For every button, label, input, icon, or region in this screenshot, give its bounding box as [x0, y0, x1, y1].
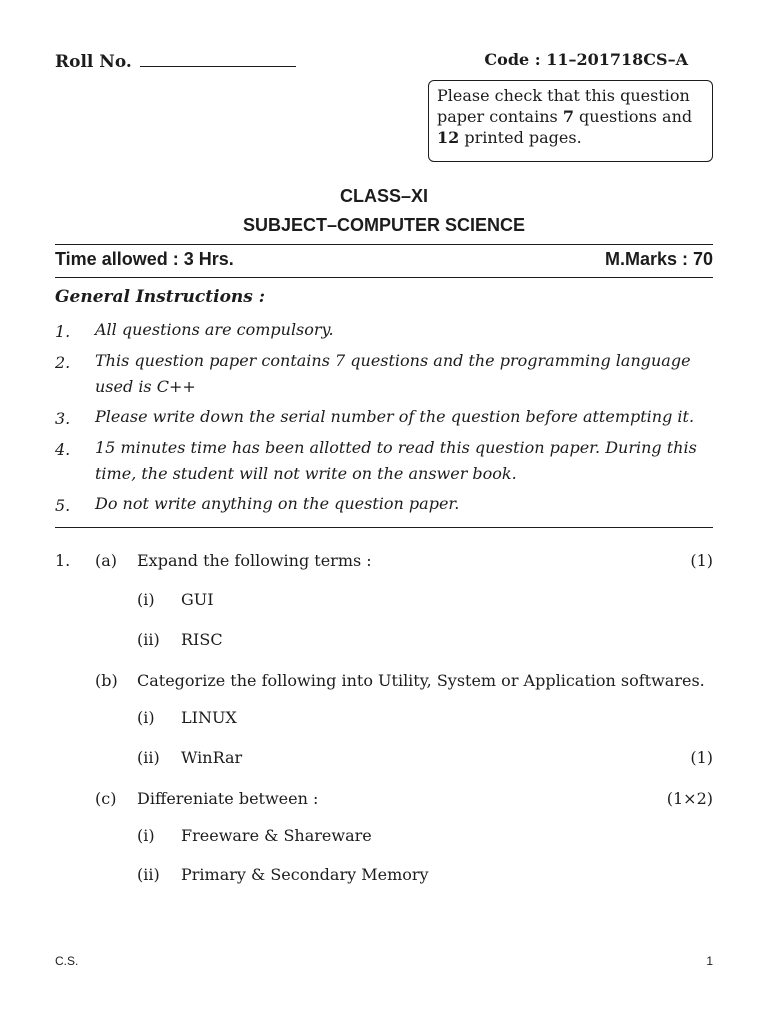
- max-marks: M.Marks : 70: [604, 249, 713, 269]
- part-text: Categorize the following into Utility, System or Application softwares.: [137, 671, 705, 690]
- divider: [55, 277, 713, 278]
- part-label: (c): [95, 789, 117, 808]
- instruction-number: 4.: [55, 440, 71, 459]
- page-count: 12: [437, 128, 460, 147]
- question-count: 7: [562, 107, 574, 126]
- instructions-heading: General Instructions :: [55, 287, 266, 307]
- class-title: CLASS–XI: [339, 186, 429, 206]
- instruction-text: Please write down the serial number of the question before attempting it.: [95, 407, 695, 426]
- paper-code: Code : 11–201718CS–A: [484, 50, 688, 69]
- roll-number-blank: [140, 52, 296, 67]
- instruction-number: 5.: [55, 496, 71, 515]
- part-label: (a): [95, 551, 118, 570]
- roll-number-label: Roll No.: [55, 52, 296, 72]
- subject-title: SUBJECT–COMPUTER SCIENCE: [242, 215, 526, 235]
- time-allowed: Time allowed : 3 Hrs.: [55, 249, 234, 269]
- instruction-text: This question paper contains 7 questions and the programming language used is C++: [95, 351, 691, 396]
- part-marks: (1): [690, 748, 713, 767]
- part-text: Expand the following terms :: [137, 551, 372, 570]
- sub-item-text: WinRar: [181, 748, 243, 767]
- instruction-text: Do not write anything on the question paper.: [95, 494, 460, 513]
- sub-item-label: (i): [137, 708, 155, 727]
- sub-item-label: (i): [137, 590, 155, 609]
- footer-subject-code: C.S.: [55, 954, 79, 968]
- instruction-text: All questions are compulsory.: [95, 320, 334, 339]
- sub-item-label: (i): [137, 826, 155, 845]
- sub-item-label: (ii): [137, 630, 160, 649]
- sub-item-text: GUI: [181, 590, 214, 609]
- sub-item-text: RISC: [181, 630, 223, 649]
- instruction-number: 2.: [55, 353, 71, 372]
- sub-item-label: (ii): [137, 865, 160, 884]
- page-count-notice: Please check that this question paper contains 7 questions and 12 printed pages.: [428, 80, 713, 162]
- divider: [55, 527, 713, 528]
- part-text: Differeniate between :: [137, 789, 319, 808]
- sub-item-text: LINUX: [181, 708, 237, 727]
- instruction-number: 1.: [55, 322, 71, 341]
- question-number: 1.: [55, 551, 71, 570]
- instruction-text: 15 minutes time has been allotted to read this question paper. During this time, the student will not write on the answer book.: [95, 438, 697, 483]
- sub-item-text: Primary & Secondary Memory: [181, 865, 429, 884]
- sub-item-text: Freeware & Shareware: [181, 826, 372, 845]
- part-marks: (1×2): [666, 789, 713, 808]
- part-label: (b): [95, 671, 118, 690]
- page-number: 1: [706, 954, 713, 968]
- part-marks: (1): [690, 551, 713, 570]
- instruction-number: 3.: [55, 409, 71, 428]
- divider: [55, 244, 713, 245]
- sub-item-label: (ii): [137, 748, 160, 767]
